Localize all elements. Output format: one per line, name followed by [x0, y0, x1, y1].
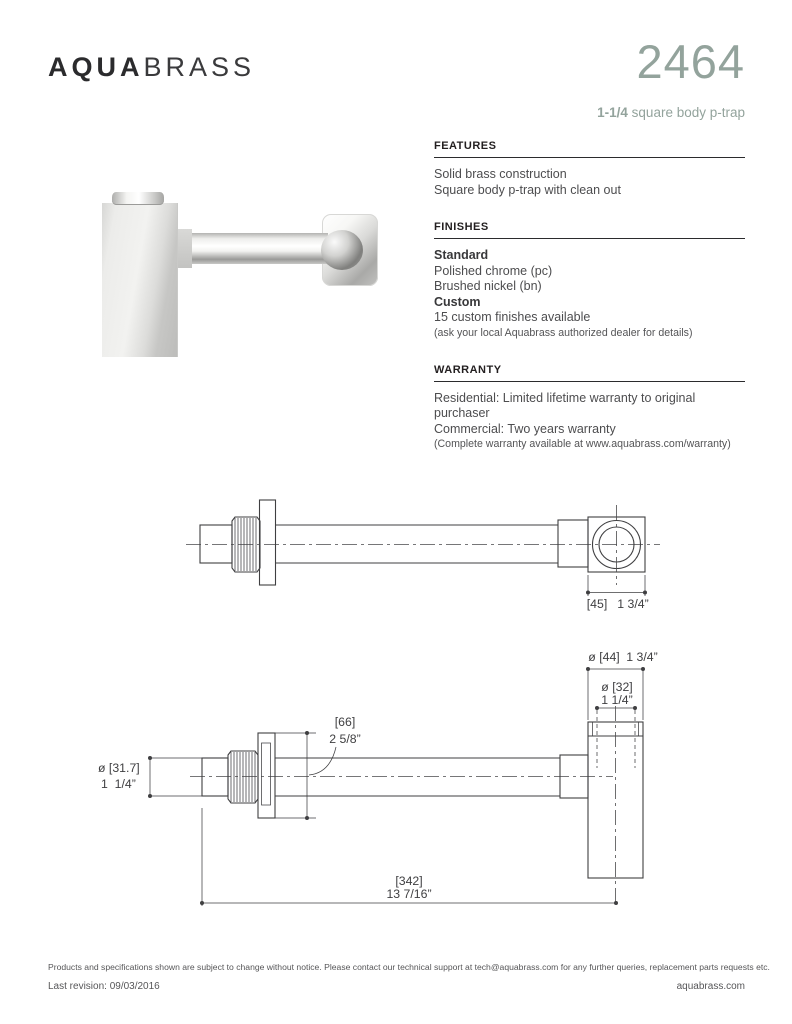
photo-cap	[112, 192, 164, 205]
dim-45-mm-label: [45]	[586, 597, 608, 611]
product-subtitle	[582, 90, 745, 135]
subtitle-name: square body p-trap	[627, 105, 745, 120]
features-line: Square body p-trap with clean out	[434, 182, 621, 197]
photo-body	[102, 203, 178, 357]
finishes-line: Brushed nickel (bn)	[434, 279, 542, 293]
features-heading: FEATURES	[434, 140, 745, 158]
finishes-line: 15 custom finishes available	[434, 310, 591, 324]
dim-dia44-in-label: 1 3/4”	[626, 650, 658, 664]
footer-disclaimer: Products and specifications shown are subject to change without notice. Please contact our technical support at tech@aquabrass.com for any further queries, replacement parts requests etc.	[48, 962, 770, 972]
flange	[260, 500, 276, 585]
dim-dot	[200, 901, 204, 905]
finishes-standard-label: Standard	[434, 248, 489, 262]
dim-66-in-label: 2 5/8”	[329, 732, 361, 746]
product-number: 2464	[636, 35, 745, 88]
dim-extension-lines	[275, 733, 316, 818]
finishes-note: (ask your local Aquabrass authorized dealer for details)	[434, 326, 693, 339]
dim-dot	[633, 706, 637, 710]
finishes-heading: FINISHES	[434, 221, 745, 239]
warranty-heading: WARRANTY	[434, 364, 745, 382]
logo-text-bold: AQUA	[48, 52, 144, 82]
dim-dot	[614, 901, 618, 905]
logo-text-light: BRASS	[143, 52, 256, 82]
features-line: Solid brass construction	[434, 167, 567, 181]
dim-dia317-mm-label: ø [31.7]	[98, 761, 140, 775]
dim-dia32-mm-label: ø [32]	[601, 680, 633, 694]
dim-dia44-mm-label: ø [44]	[588, 650, 620, 664]
dim-dia317-in-label: 1 1/4”	[101, 777, 136, 791]
warranty-note: (Complete warranty available at www.aquabrass.com/warranty)	[434, 438, 731, 450]
photo-stub	[176, 229, 192, 268]
top-view-drawing	[180, 485, 680, 645]
thread-lines	[231, 752, 255, 802]
finishes-section	[434, 221, 745, 341]
tube-lines	[276, 525, 559, 563]
hidden-inlet-lines	[597, 710, 635, 768]
warranty-section	[434, 364, 745, 453]
photo-tube	[188, 233, 328, 264]
aquabrass-logo	[48, 52, 255, 83]
finishes-line: Polished chrome (pc)	[434, 263, 553, 278]
dim-dot	[643, 591, 647, 595]
pipe-end	[202, 758, 228, 796]
subtitle-size: 1-1/4	[597, 105, 628, 120]
dim-66-leader	[309, 747, 336, 775]
dim-extension-lines	[150, 758, 228, 796]
dim-dot	[586, 591, 590, 595]
dim-342-in-label: 13 7/16”	[386, 887, 432, 901]
collar	[558, 520, 588, 567]
dim-dot	[595, 706, 599, 710]
dim-45-in-label: 1 3/4”	[617, 597, 649, 611]
front-view-drawing	[85, 640, 695, 915]
warranty-line: Residential: Limited lifetime warranty to original purchaser	[434, 390, 696, 420]
features-section	[434, 140, 745, 198]
dim-dia32-in-label: 1 1/4”	[601, 693, 633, 707]
footer-last-revision: Last revision: 09/03/2016	[48, 981, 160, 992]
info-column	[434, 140, 745, 475]
flange-inner-detail	[262, 743, 271, 805]
photo-collar	[321, 230, 363, 270]
finishes-custom-label: Custom	[434, 294, 481, 309]
dim-66-mm-label: [66]	[334, 715, 356, 729]
footer-website: aquabrass.com	[676, 981, 745, 992]
dim-342-mm-label: [342]	[395, 874, 423, 888]
warranty-line: Commercial: Two years warranty	[434, 421, 616, 436]
pipe-end	[200, 525, 232, 563]
tube-lines	[275, 758, 560, 796]
